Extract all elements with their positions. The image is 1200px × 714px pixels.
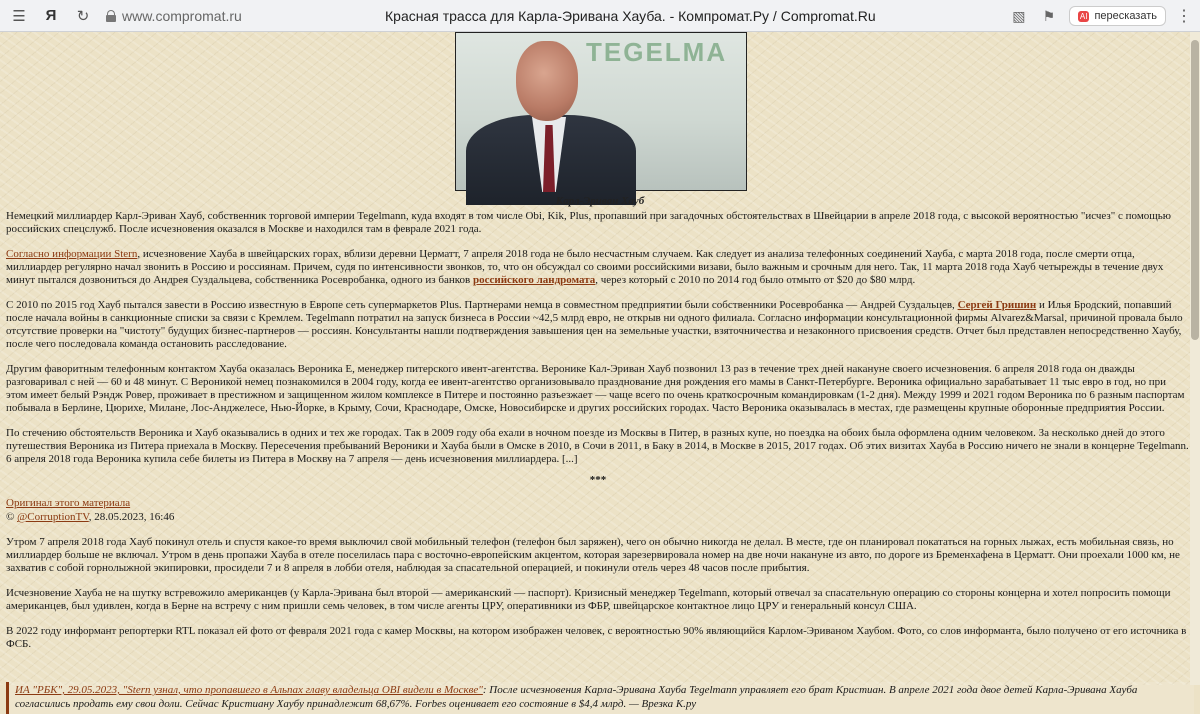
paragraph-7: Исчезновение Хауба не на шутку встревожило американцев (у Карла-Эривана был второй — американский — паспорт). Кризисный менеджер Tegelmann, который отвечал за спасательную операцию со стороны концерна и хотел попросить помощи американцев, был удивлен, когда в Берне на встречу с ним пришли семь человек, в том числе агенты ЦРУ, оперативники из ФБР, швейцарское контактное лицо ЦРУ и генеральный консул США. [6,587,1171,612]
scrollbar[interactable] [1190,32,1200,685]
article-photo [455,32,747,191]
paragraph-8: В 2022 году информант репортерки RTL показал ей фото от февраля 2021 года с камер Москвы, на котором изображен человек, с вероятностью 90% являющийся Карлом-Эриваном Хаубом. Фото, со слов информанта, было получено от его источника в ФСБ. [6,625,1187,650]
rbc-quote: ИА "РБК", 29.05.2023, "Stern узнал, что пропавшего в Альпах главу владельца OBI видели в Москве": После исчезновения Карла-Эривана Хауба Tegelmann управляет его брат Кристиан. В апреле 2021 года двое детей Карла-Эривана Хауба согласились продать ему свои доли. Сейчас Кристиану Хаубу принадлежит 68,67%. Forbes оценивает его состояние в $4,4 млрд. — Врезка К.ру [6,682,1194,714]
paragraph-2: Согласно информации Stern, исчезновение Хауба в швейцарских горах, вблизи деревни Церматт, 7 апреля 2018 года не было несчастным случаем. Как следует из анализа телефонных соединений Хауба, с марта 2018 года, после смерти отца, миллиардер регулярно начал звонить в Россию и россиянам. Причем, судя по интенсивности звонков, то, что он обсуждал со своими российскими визави, было важным и срочным для него. Так, 11 марта 2018 года Хауб четырежды в течение двух минут пытался дозвониться до Андрея Суздальцева, собственника Росевробанка, одного из банков российского ландромата, через который с 2010 по 2014 год было отмыто от $20 до $80 млрд. [6,248,1164,286]
page-title: Красная трасса для Карла-Эривана Хауба. - Компромат.Ру / Compromat.Ru [385,8,876,24]
source-date: , 28.05.2023, 16:46 [88,511,175,523]
corruptiontv-link[interactable]: @CorruptionTV [17,511,89,523]
rbc-link[interactable]: ИА "РБК", 29.05.2023, "Stern узнал, что пропавшего в Альпах главу владельца OBI видели в Москве" [15,684,483,696]
menu-icon[interactable]: ☰ [12,7,26,25]
ai-badge: AI [1079,11,1088,21]
toolbar-right [1009,0,1192,32]
page-content [0,32,1200,710]
paragraph-4: Другим фаворитным телефонным контактом Хауба оказалась Вероника Е, менеджер питерского ивент-агентства. Веронике Кал-Эриван Хауб позвонил 13 раз в течение трех дней накануне своего исчезновения. 6 апреля 2018 года он дважды разговаривал с ней — 60 и 48 минут. С Вероникой немец познакомился в 2004 году, когда ее ивент-агентство организовывало празднование дня рождения его мамы в Санкт-Петербурге. Вероника официально зарабатывает 11 тыс евро в год, но при этом имеет белый Рэндж Ровер, проживает в престижном и защищенном жилом комплексе в Питере и постоянно разъезжает — чаще всего по очень краткосрочным командировкам (1-2 дня). Между 1999 и 2021 годом Вероника по 6 разным паспортам побывала в Берлине, Цюрихе, Милане, Лос-Анджелесе, Нью-Йорке, в Крыму, Сочи, Краснодаре, Омске, Новосибирске и других российских городах. Часто Вероника оказывалась в местах, где размещены крупные оборонные предприятия России. [6,363,1185,414]
laundromat-link[interactable]: российского ландромата [473,274,596,286]
bookmark-icon[interactable]: ⚑ [1042,7,1056,24]
paragraph-3: С 2010 по 2015 год Хауб пытался завести в Россию известную в Европе сеть супермаркетов Plus. Партнерами немца в совместном предприятии были собственники Росевробанка — Андрей Суздальцев, Сергей Гришин и Илья Бродский, попавший после начала войны в санкционные списки за связи с Кремлем. Tegelmann потратил на запуск бизнеса в России ~42,5 млрд евро, не открыв ни одного филиала. Согласно информации консультационной фирмы Alvarez&Marsal, причиной провала было отсутствие проверки на "чистоту" будущих бизнес-партнеров — россиян. Консультанты нашли подтверждения завышения цен на земельные участки, взяточничества и незаконного присвоения средств. Отчет был представлен непосредственно Хаубу, после чего последовала команда остановить расследование. [6,299,1183,350]
retell-label: пересказать [1094,10,1157,22]
section-divider: *** [589,474,607,486]
browser-toolbar [0,0,1200,32]
grishin-link[interactable]: Сергей Гришин [957,299,1037,311]
original-link[interactable]: Оригинал этого материала [6,497,131,509]
paragraph-5: По стечению обстоятельств Вероника и Хауб оказывались в одних и тех же городах. Так в 2009 году оба ехали в ночном поезде из Москвы в Питер, в разных купе, но поездка на обоих была оформлена одним человеком. За несколько дней до этого путешествия Вероника из Питера приехала в Москву. Пересечения пребываний Вероники и Хауба были в Омске в 2010, в Сочи в 2011, в Баку в 2014, в Москве в 2015, 2017 годах. Об этих визитах Хауба в Россию ничего не знали в концерне Tegelmann. 6 апреля 2018 года Вероника купила себе билеты из Питера в Москву на 7 апреля — день исчезновения миллиардера. [...] [6,427,1189,465]
photo-caption: Карл-Эриван Хауб [555,195,645,207]
photo-person-head [516,41,578,121]
stern-link[interactable]: Согласно информации Stern [6,248,138,260]
lock-icon [106,10,116,21]
yandex-logo[interactable]: Я [45,7,57,24]
reload-icon[interactable]: ↻ [76,7,90,25]
address-bar[interactable] [106,8,242,24]
article-body [6,210,1190,663]
source-block: Оригинал этого материала © @CorruptionTV, 28.05.2023, 16:46 [6,497,175,523]
retell-button[interactable] [1069,6,1166,26]
scrollbar-thumb[interactable] [1191,40,1199,340]
url-text[interactable]: www.compromat.ru [122,7,242,24]
paragraph-1: Немецкий миллиардер Карл-Эриван Хауб, собственник торговой империи Tegelmann, куда входят в том числе Obi, Kik, Plus, пропавший при загадочных обстоятельствах в Швейцарии в апреле 2018 года, с высокой вероятностью "исчез" с помощью российских спецслужб. После исчезновения оказался в Москве и находился там в феврале 2021 года. [6,210,1171,235]
paragraph-6: Утром 7 апреля 2018 года Хауб покинул отель и спустя какое-то время выключил свой мобильный телефон (телефон был заряжен), чего он обычно никогда не делал. В месте, где он планировал покататься на горных лыжах, есть мобильная связь, но миллиардер больше не включал. Утром в день пропажи Хауба в отеле поселилась пара с восточно-европейским акцентом, которая зарезервировала номер на две ночи накануне из авто, по дороге из Бременхафена в Церматт. Они проехали 1000 км, не захватив с собой горнолыжной экипировки, просидели 7 и 8 апреля в лобби отеля, наблюдая за спасательной операцией, и покинули отель через 48 часов после прибытия. [6,536,1180,574]
translate-tab-icon[interactable]: ▧ [1012,7,1026,24]
photo-brand-text: TEGELMA [586,37,728,67]
more-icon[interactable]: ⋮ [1176,8,1192,25]
